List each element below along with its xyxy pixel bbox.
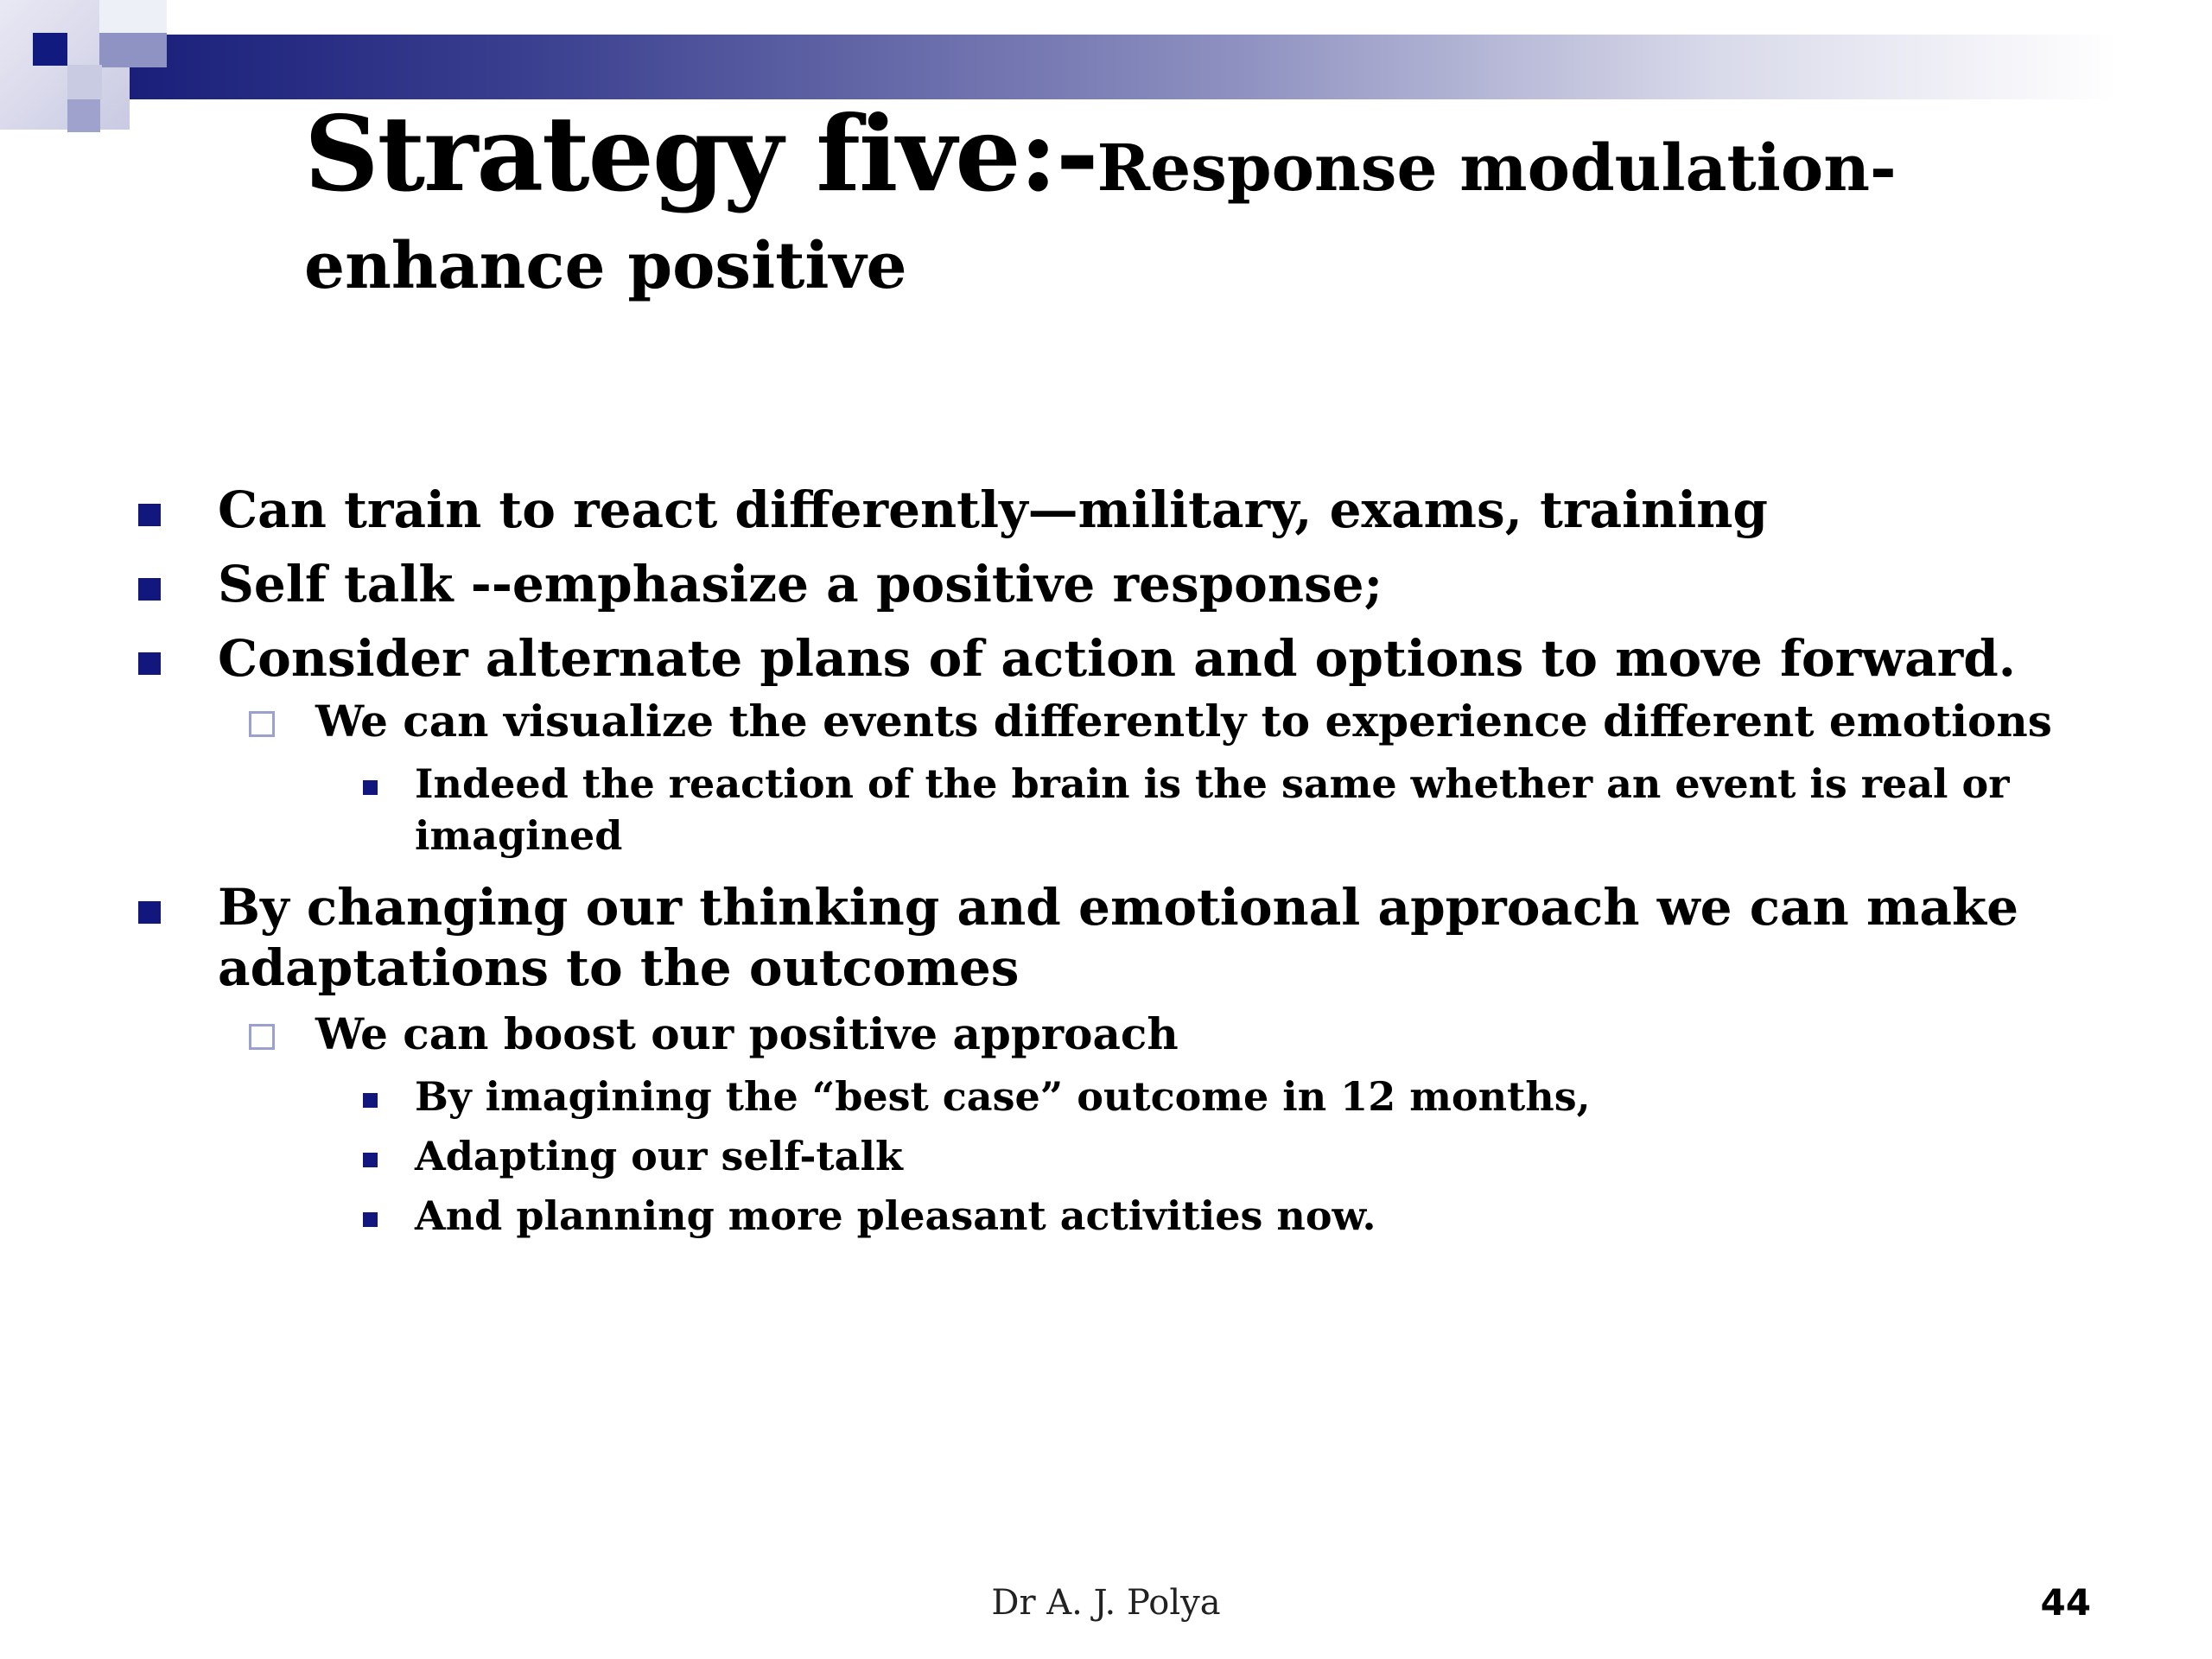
sub-sub-list-item-text: Adapting our self-talk [415,1133,903,1179]
header-gradient-bar [130,35,2117,99]
sub-sub-list-item [130,1130,2117,1182]
sub-sub-list-item [130,1071,2117,1122]
list-item [130,554,2117,614]
hollow-square-bullet-icon [249,1024,275,1050]
list-item-text: Self talk --emphasize a positive response; [218,555,1382,613]
list-item [130,877,2117,998]
square-bullet-icon [138,901,161,924]
sub-sub-list-item-text: And planning more pleasant activities now. [415,1192,1376,1239]
sub-list-item [130,694,2117,749]
square-bullet-icon [138,652,161,675]
list-item [130,480,2117,540]
corner-square-decoration [67,99,100,132]
square-bullet-icon [138,504,161,526]
footer-author: Dr A. J. Polya [991,1583,1221,1623]
small-square-bullet-icon [363,1153,378,1167]
page-number: 44 [2040,1581,2091,1624]
title-main: Strategy five:- [304,93,1097,215]
list-item-text: By changing our thinking and emotional approach we can make adaptations to the outcomes [218,878,2019,997]
hollow-square-bullet-icon [249,711,275,737]
sub-sub-list-item [130,1190,2117,1242]
corner-square-decoration [99,0,167,33]
list-item-text: Consider alternate plans of action and options to move forward. [218,629,2016,688]
small-square-bullet-icon [363,780,378,795]
sub-list-item [130,1007,2117,1062]
sub-sub-list-item-text: By imagining the “best case” outcome in 12 months, [415,1073,1591,1120]
small-square-bullet-icon [363,1093,378,1108]
slide-title [304,95,2032,303]
bullet-list [130,480,2117,1249]
title-line-2: enhance positive [304,229,907,303]
sub-list-item-text: We can boost our positive approach [315,1008,1179,1059]
sub-sub-list-item-text: Indeed the reaction of the brain is the same whether an event is real or imagined [415,760,2010,859]
corner-square-decoration [67,65,102,99]
small-square-bullet-icon [363,1212,378,1227]
list-item [130,628,2117,689]
corner-square-decoration [33,33,67,66]
list-item-text: Can train to react differently—military, exams, training [218,480,1768,539]
sub-list-item-text: We can visualize the events differently to experience different emotions [315,696,2052,747]
sub-sub-list-item [130,758,2117,861]
title-sub: Response modulation- [1096,131,1897,206]
corner-square-decoration [99,33,167,67]
square-bullet-icon [138,578,161,601]
